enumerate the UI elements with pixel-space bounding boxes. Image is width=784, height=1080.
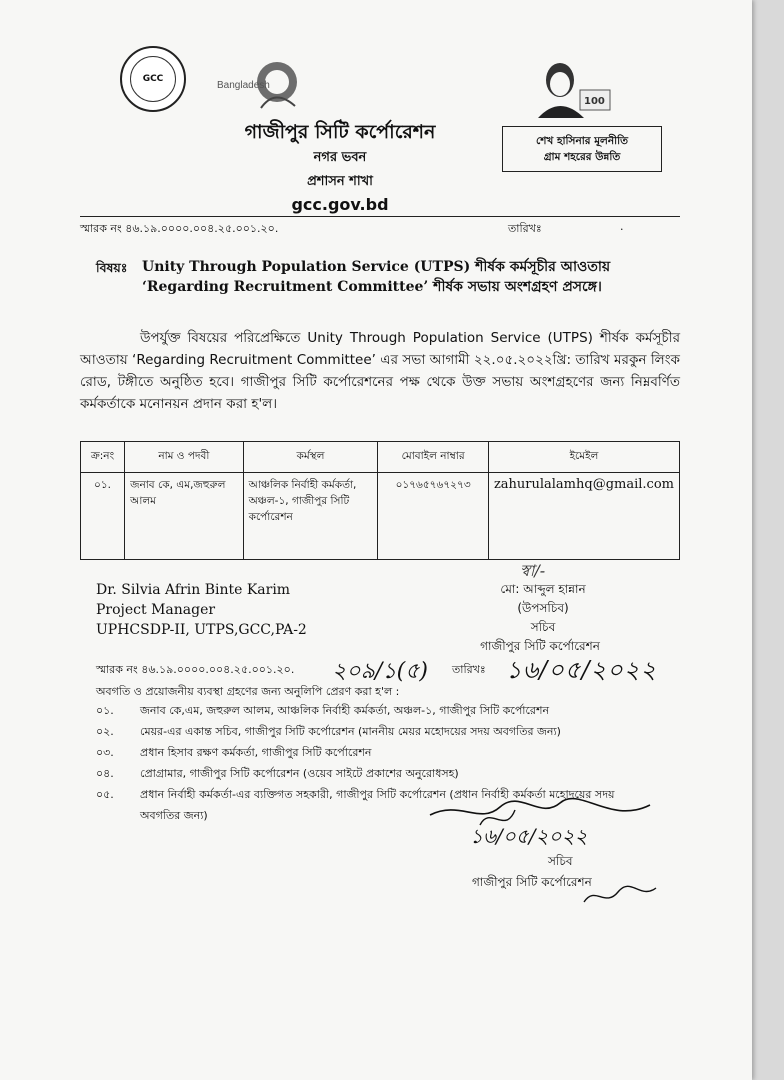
motto-line-1: শেখ হাসিনার মূলনীতি <box>535 135 629 147</box>
recipient-office: UPHCSDP-II, UTPS,GCC,PA-2 <box>96 622 307 638</box>
org-branch: প্রশাসন শাখা <box>307 174 373 189</box>
mujib-portrait-icon <box>528 52 618 118</box>
memo2-date-label: তারিখঃ <box>452 663 486 676</box>
initials-scribble-icon <box>580 880 660 910</box>
cc-item-text: প্রধান নির্বাহী কর্মকর্তা-এর ব্যক্তিগত সহকারী, গাজীপুর সিটি কর্পোরেশন (প্রধান নির্বাহী কর্মকর্তা মহোদয়ের সদয় অবগতির জন্য) <box>140 788 615 822</box>
table-header-row <box>81 442 680 473</box>
signatory-name: মো: আব্দুল হান্নান <box>500 582 586 596</box>
bd50-label: Bangladesh <box>217 80 270 91</box>
mujib-logo <box>528 52 618 118</box>
cc-heading: অবগতি ও প্রয়োজনীয় ব্যবস্থা গ্রহণের জন্য অনুলিপি প্রেরণ করা হ'ল : <box>96 685 400 698</box>
signatory-block <box>488 580 598 637</box>
motto-line-2: গ্রাম শহরের উন্নতি <box>543 151 621 163</box>
col-workplace-header: কর্মস্থল <box>243 442 378 473</box>
cc-item-text: প্রধান হিসাব রক্ষণ কর্মকর্তা, গাজীপুর সিটি কর্পোরেশন <box>140 746 372 759</box>
cell-mobile: ০১৭৬৫৭৬৭২৭৩ <box>378 473 489 560</box>
cc-item-text: প্রোগ্রামার, গাজীপুর সিটি কর্পোরেশন (ওয়েব সাইটে প্রকাশের অনুরোধসহ) <box>140 767 459 780</box>
signature-scribble: স্বা/- <box>520 561 546 580</box>
signatory-designation: সচিব <box>530 620 556 634</box>
list-item <box>96 700 696 721</box>
memo2-handwritten-date: ১৬/০৫/২০২২ <box>506 656 657 684</box>
org-title: গাজীপুর সিটি কর্পোরেশন <box>244 121 436 143</box>
recipient-name: Dr. Silvia Afrin Binte Karim <box>96 582 291 598</box>
cc-item-text: মেয়র-এর একান্ত সচিব, গাজীপুর সিটি কর্পোরেশন (মাননীয় মেয়র মহোদয়ের সদয় অবগতির জন্য) <box>140 725 561 738</box>
org-website: gcc.gov.bd <box>291 195 389 214</box>
signatory2-org: গাজীপুর সিটি কর্পোরেশন <box>472 875 592 889</box>
cc-item-number: ০৫. <box>96 788 114 801</box>
signatory-rank: (উপসচিব) <box>517 601 569 615</box>
cc-item-number: ০১. <box>96 704 114 717</box>
col-mobile-header: মোবাইল নাম্বার <box>378 442 489 473</box>
memo-date-dot: . <box>620 220 624 233</box>
memo2-number: স্মারক নং ৪৬.১৯.০০০০.০০৪.২৫.০০১.২০. <box>96 663 295 676</box>
list-item <box>96 742 696 763</box>
list-item <box>96 763 696 784</box>
cell-name: জনাব কে, এম,জহুরুল আলম <box>125 473 244 560</box>
header-divider <box>80 216 680 217</box>
cell-serial: ০১. <box>81 473 125 560</box>
cc-item-number: ০২. <box>96 725 114 738</box>
col-email-header: ইমেইল <box>488 442 679 473</box>
recipient-title: Project Manager <box>96 602 216 618</box>
memo2-handwritten-number: ২০৯/১(৫) <box>332 659 429 684</box>
table-row <box>81 473 680 560</box>
memo-date-label: তারিখঃ <box>508 222 542 235</box>
cc-item-number: ০৩. <box>96 746 114 759</box>
org-building: নগর ভবন <box>313 150 367 165</box>
body-paragraph: উপর্যুক্ত বিষয়ের পরিপ্রেক্ষিতে Unity Through Population Service (UTPS) শীর্ষক কর্মসূচীর আওতায় ‘Regarding Recruitment Committee’ এর সভা আগামী ২২.০৫.২০২২খ্রি: তারিখ মরকুন লিংক রোড, টঙ্গীতে অনুষ্ঠিত হবে। গাজীপুর সিটি কর্পোরেশনের পক্ষ থেকে উক্ত সভায় অংশগ্রহণের জন্য নিম্নবর্ণিত কর্মকর্তাকে মনোনয়ন প্রদান করা হ'ল। <box>80 330 680 412</box>
cell-workplace: আঞ্চলিক নির্বাহী কর্মকর্তা, অঞ্চল-১, গাজীপুর সিটি কর্পোরেশন <box>243 473 378 560</box>
signature2-handwritten-date: ১৬/০৫/২০২২ <box>470 824 588 848</box>
cc-item-number: ০৪. <box>96 767 114 780</box>
subject-label: বিষয়ঃ <box>96 260 128 275</box>
bangladesh-50-logo <box>205 48 297 114</box>
gcc-emblem-icon: GCC <box>130 56 176 102</box>
signatory2-designation: সচিব <box>548 854 573 868</box>
list-item <box>96 721 696 742</box>
subject-text: Unity Through Population Service (UTPS) শীর্ষক কর্মসূচীর আওতায় ‘Regarding Recruitment Committee’ শীর্ষক সভায় অংশগ্রহণ প্রসঙ্গে। <box>142 259 611 295</box>
motto-box <box>502 126 662 172</box>
recipient-block <box>96 580 307 640</box>
nominee-table <box>80 441 680 560</box>
col-serial-header: ক্র:নং <box>81 442 125 473</box>
svg-text:100: 100 <box>584 96 605 107</box>
signatory-org: গাজীপুর সিটি কর্পোরেশন <box>480 639 600 653</box>
cell-email: zahurulalamhq@gmail.com <box>488 473 679 560</box>
memo-number: স্মারক নং ৪৬.১৯.০০০০.০০৪.২৫.০০১.২০. <box>80 222 279 235</box>
gcc-logo <box>120 46 186 112</box>
col-name-header: নাম ও পদবী <box>125 442 244 473</box>
cc-item-text: জনাব কে,এম, জহুরুল আলম, আঞ্চলিক নির্বাহী কর্মকর্তা, অঞ্চল-১, গাজীপুর সিটি কর্পোরেশন <box>140 704 550 717</box>
